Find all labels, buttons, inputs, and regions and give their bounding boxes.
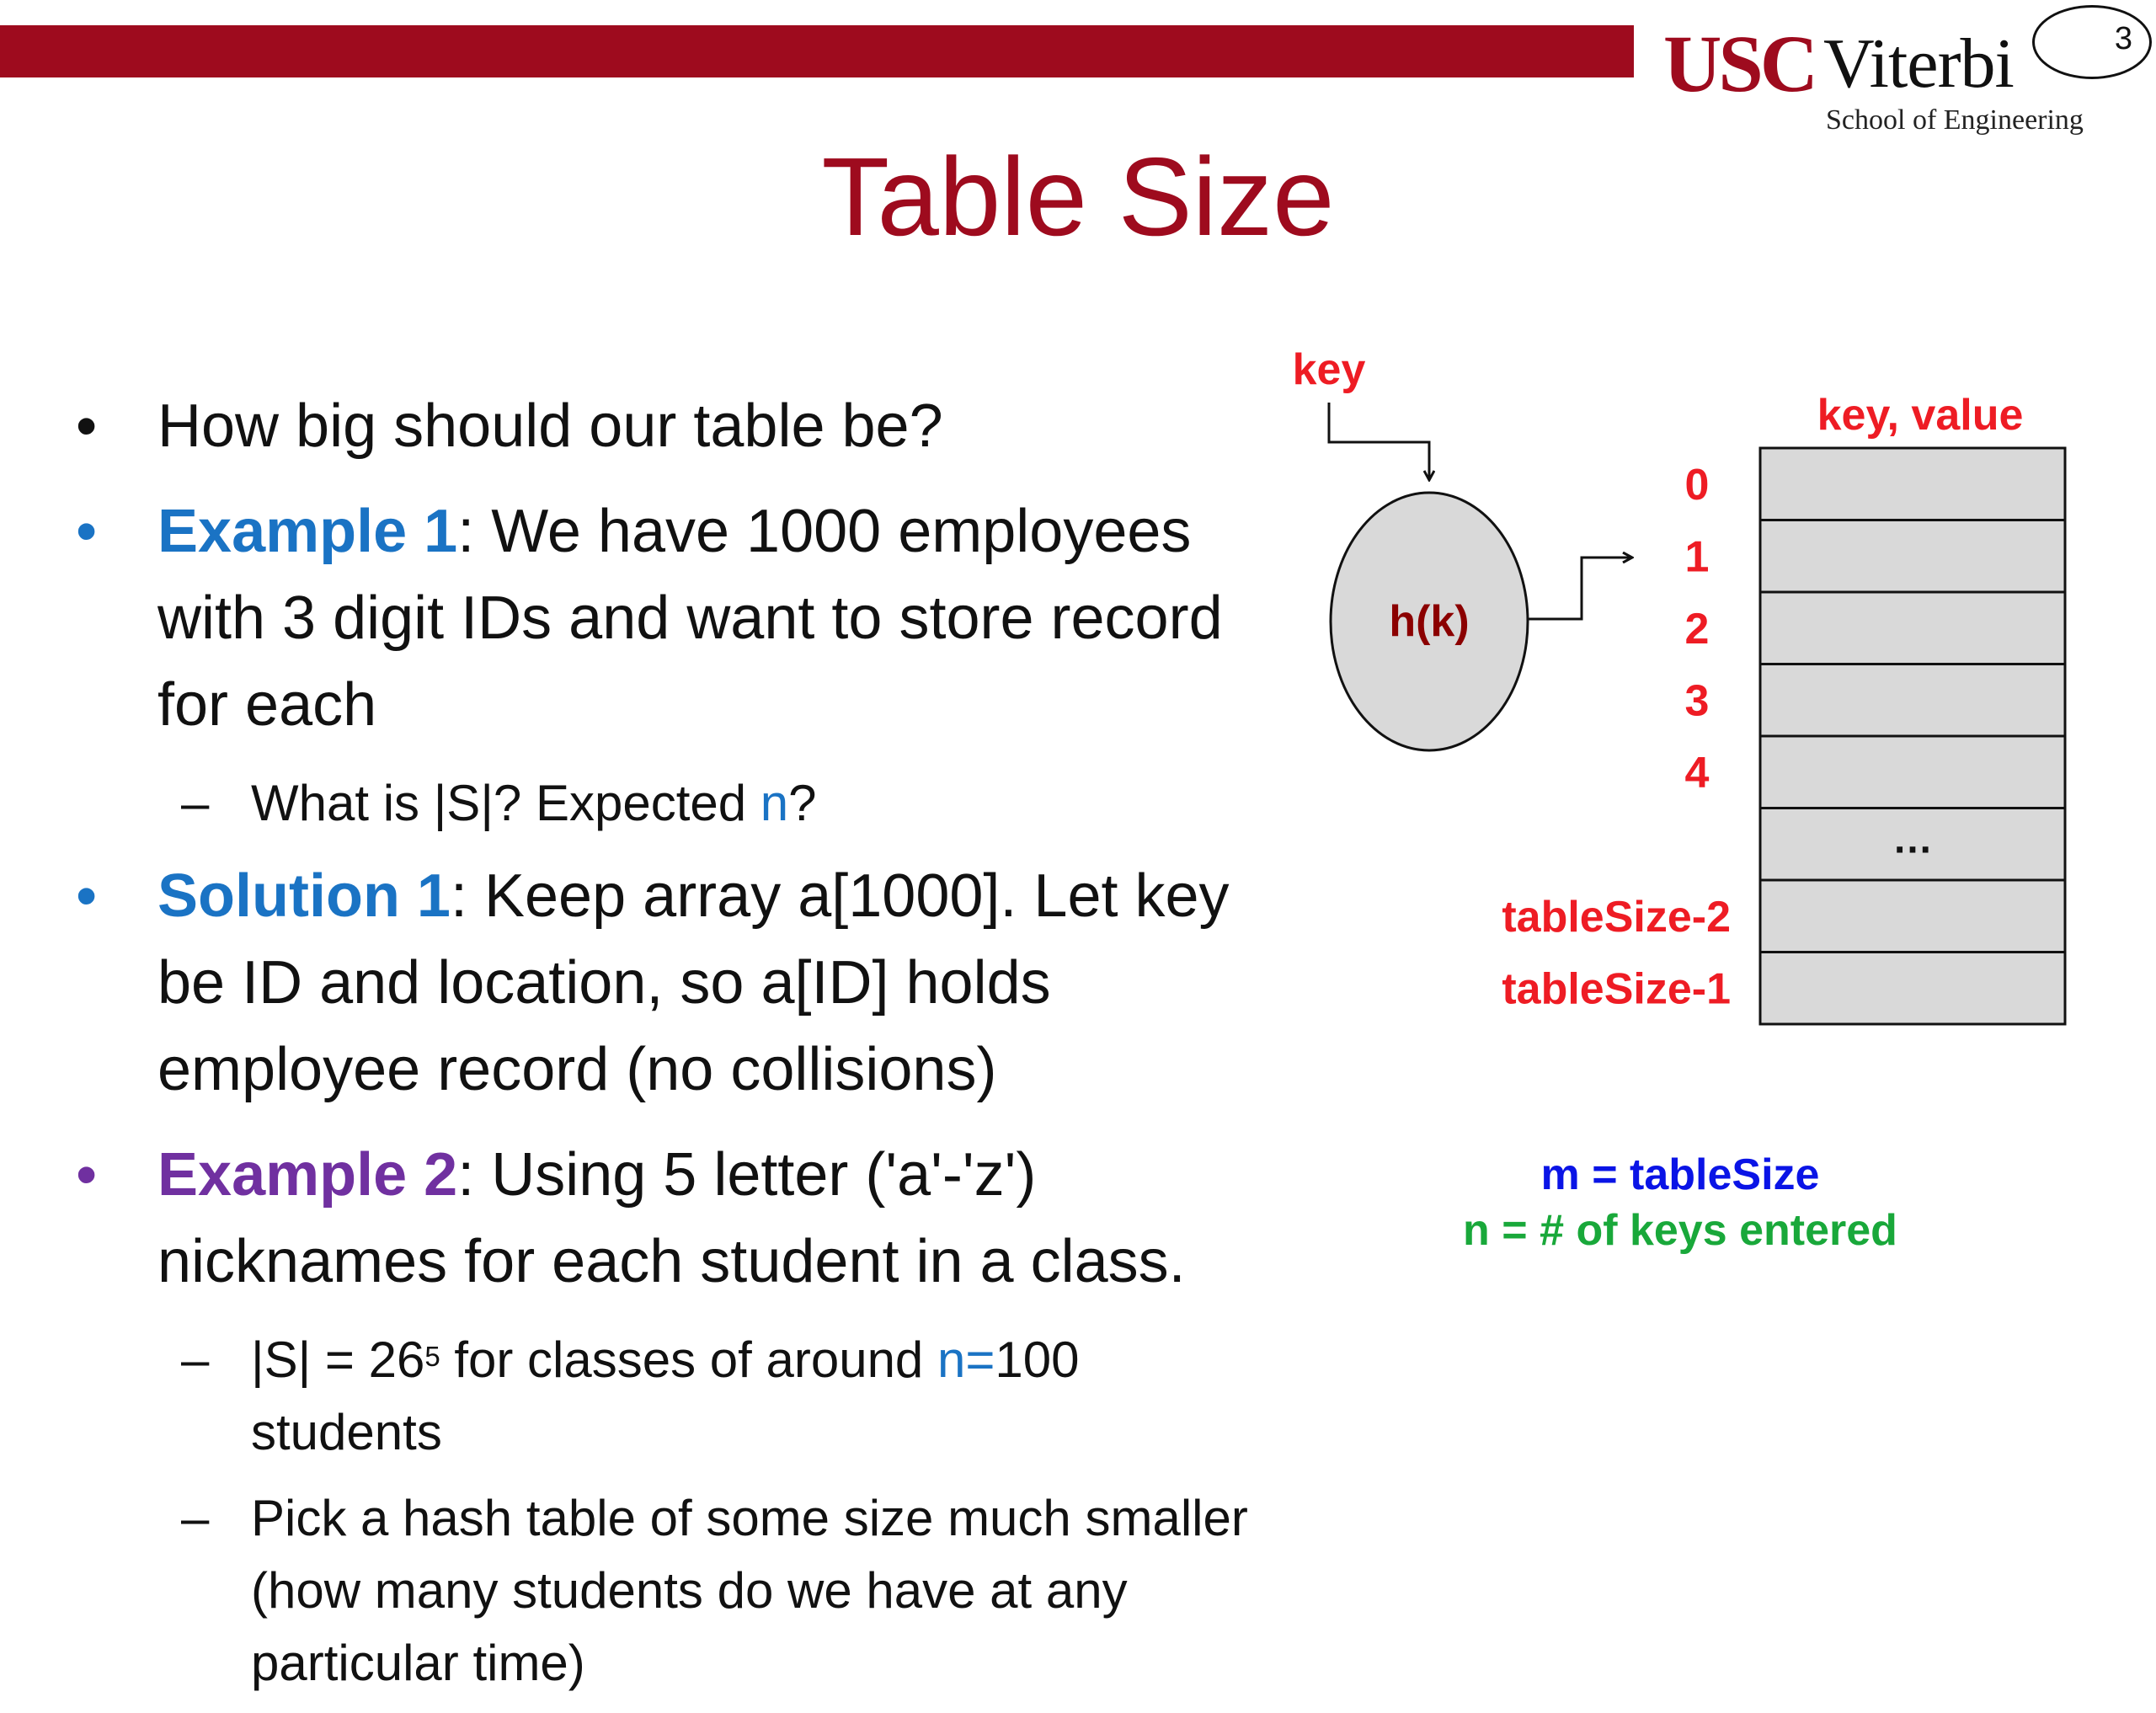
variable-n: n (760, 775, 789, 831)
table-header-label: key, value (1817, 391, 2024, 440)
table-slot (1760, 880, 2065, 953)
table-slot (1760, 592, 2065, 664)
bullet-dot: • (76, 498, 98, 565)
variable-n: n= (937, 1331, 995, 1388)
sub-bullet-text: |S| = 26 (251, 1331, 425, 1388)
slot-index-label: 2 (1684, 604, 1710, 654)
exponent: 5 (424, 1341, 440, 1372)
slot-index-label: 3 (1684, 676, 1710, 726)
legend-m: m = tableSize (1540, 1150, 1820, 1199)
slot-index-label: tableSize-2 (1502, 892, 1731, 942)
sub-bullet-text: Pick a hash table of some size much smaller (how many students do we have at any particular time) (251, 1490, 1248, 1691)
bullet-text: : Using 5 letter ('a'-'z') nicknames for each student in a class. (157, 1141, 1186, 1295)
ellipsis-label: … (1892, 817, 1933, 862)
legend-n: n = # of keys entered (1463, 1206, 1897, 1255)
sub-bullet-text: for classes of around (440, 1331, 937, 1388)
table-slot (1760, 736, 2065, 808)
hash-function-label: h(k) (1389, 597, 1470, 646)
bullet-label: Solution 1 (157, 862, 451, 930)
slot-index-label: 1 (1684, 532, 1710, 582)
slide-title: Table Size (821, 135, 1335, 259)
sub-bullet-text: What is |S|? Expected (251, 775, 760, 831)
slot-index-label: 4 (1684, 748, 1710, 798)
bullet-label: Example 2 (157, 1141, 458, 1209)
table-slot (1760, 520, 2065, 593)
bullet-text: : We have 1000 employees with 3 digit IDs and want to store record for each (157, 498, 1223, 739)
bullet-dot: • (76, 392, 98, 460)
sub-bullet-text: ? (788, 775, 817, 831)
slot-index-label: 0 (1684, 460, 1710, 510)
logo-usc: USC (1663, 19, 1816, 109)
hash-to-table-arrow (1528, 558, 1632, 619)
sub-bullet-text: 100 students (251, 1331, 1080, 1460)
key-label: key (1292, 345, 1366, 394)
sub-bullet-dash: – (181, 1490, 210, 1546)
logo-school: School of Engineering (1826, 104, 2084, 136)
bullet-dot: • (76, 1141, 98, 1209)
table-slot (1760, 953, 2065, 1025)
key-to-hash-arrow (1329, 403, 1429, 480)
hash-table (1760, 448, 2065, 1024)
page-number: 3 (2114, 21, 2132, 56)
table-slot (1760, 664, 2065, 737)
bullet-text: How big should our table be? (157, 392, 943, 460)
bullet-text: : Keep array a[1000]. Let key be ID and location, so a[ID] holds employee record (no collisions) (157, 862, 1230, 1103)
index-labels (1502, 461, 1731, 1014)
table-slot (1760, 448, 2065, 520)
sub-bullet-dash: – (181, 1331, 210, 1388)
bullet-dot: • (76, 862, 98, 930)
bullet-label: Example 1 (157, 498, 458, 565)
logo-viterbi: Viterbi (1823, 24, 2014, 103)
sub-bullet-dash: – (181, 775, 210, 831)
slot-index-label: tableSize-1 (1502, 964, 1731, 1014)
